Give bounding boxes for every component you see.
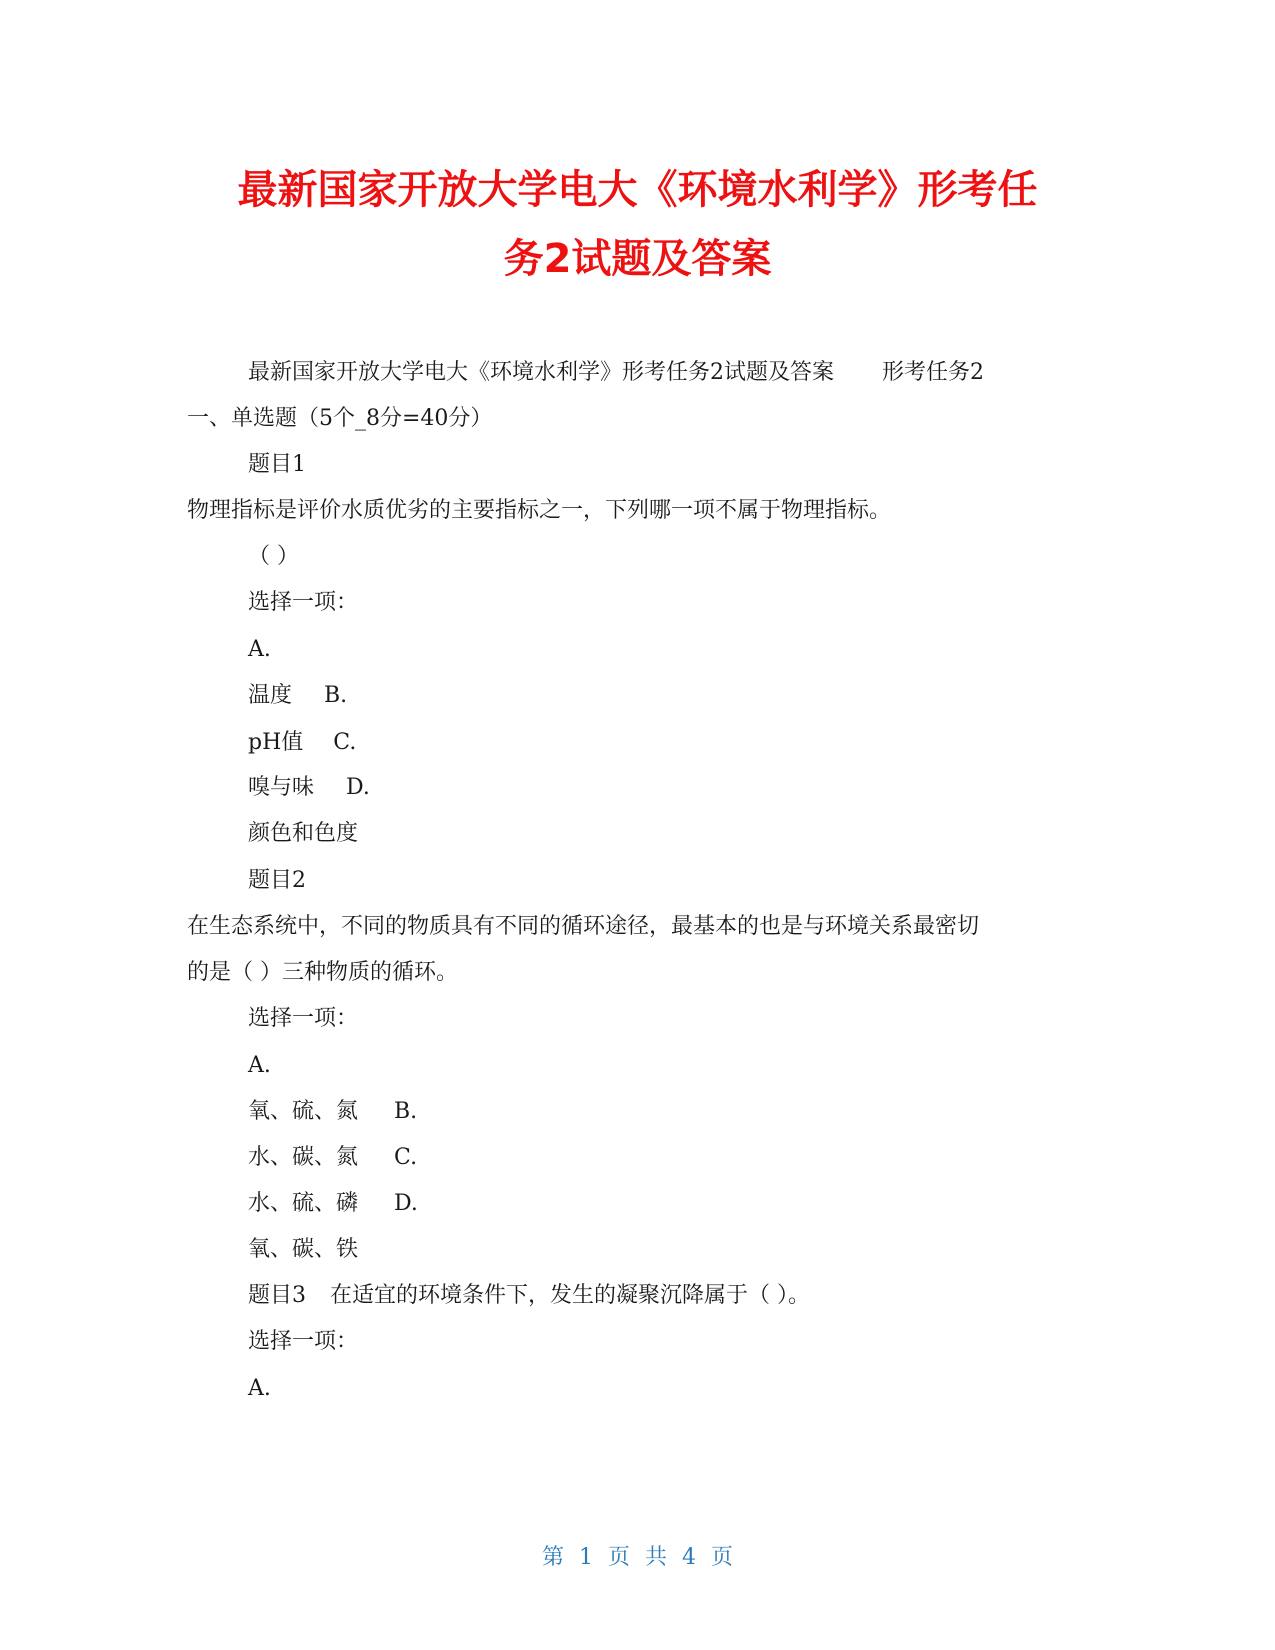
footer-ye-1: 页 bbox=[607, 1545, 630, 1570]
q1-label: 题目1 bbox=[248, 452, 306, 477]
q1-option-c-text: 嗅与味 bbox=[248, 775, 315, 800]
q2-stem-line-1: 在生态系统中，不同的物质具有不同的循环途径，最基本的也是与环境关系最密切 bbox=[187, 914, 980, 939]
q2-prompt: 选择一项： bbox=[248, 1006, 359, 1031]
intro-line bbox=[248, 358, 984, 388]
doc-title-line-2: 务2试题及答案 bbox=[503, 236, 772, 282]
page-footer bbox=[0, 1543, 1275, 1573]
q1-option-d-text: 颜色和色度 bbox=[248, 821, 359, 846]
q1-option-a-line bbox=[248, 681, 347, 711]
q1-option-c-marker: C. bbox=[333, 730, 357, 755]
intro-tail: 形考任务2 bbox=[882, 360, 984, 385]
q2-option-c-marker: C. bbox=[394, 1145, 418, 1170]
q1-option-a-marker: A. bbox=[248, 637, 271, 662]
q1-option-a-text: 温度 bbox=[248, 683, 293, 708]
q3-option-a-marker: A. bbox=[248, 1376, 271, 1401]
q1-prompt: 选择一项： bbox=[248, 590, 359, 615]
q1-option-d-marker: D. bbox=[346, 775, 370, 800]
q2-option-d-marker: D. bbox=[394, 1191, 418, 1216]
q1-option-b-text: pH值 bbox=[248, 730, 304, 755]
footer-page-number: 1 bbox=[578, 1545, 593, 1570]
q2-option-b-marker: B. bbox=[394, 1099, 418, 1124]
q1-stem: 物理指标是评价水质优劣的主要指标之一，下列哪一项不属于物理指标。 bbox=[187, 498, 892, 523]
q2-option-d-text: 氧、碳、铁 bbox=[248, 1237, 359, 1262]
q3-label: 题目3 bbox=[248, 1283, 306, 1308]
q3-prompt: 选择一项： bbox=[248, 1329, 359, 1354]
q2-option-b-text: 水、碳、氮 bbox=[248, 1145, 359, 1170]
q2-option-a-line bbox=[248, 1097, 417, 1127]
footer-di: 第 bbox=[541, 1545, 564, 1570]
q1-option-c-line bbox=[248, 773, 370, 803]
q1-blank: （ ） bbox=[248, 544, 299, 569]
q1-option-b-marker: B. bbox=[324, 683, 348, 708]
q2-option-b-line bbox=[248, 1143, 417, 1173]
q2-stem-line-2: 的是（ ）三种物质的循环。 bbox=[187, 960, 458, 985]
footer-total-pages: 4 bbox=[682, 1545, 697, 1570]
footer-ye-2: 页 bbox=[711, 1545, 734, 1570]
intro-text: 最新国家开放大学电大《环境水利学》形考任务2试题及答案 bbox=[248, 360, 834, 385]
q2-option-a-text: 氧、硫、氮 bbox=[248, 1099, 359, 1124]
section-heading: 一、单选题（5个_8分=40分） bbox=[187, 406, 493, 431]
q3-line bbox=[248, 1281, 810, 1311]
q1-option-b-line bbox=[248, 728, 356, 758]
doc-title-line-1: 最新国家开放大学电大《环境水利学》形考任 bbox=[237, 167, 1038, 213]
q3-stem: 在适宜的环境条件下，发生的凝聚沉降属于（ ）。 bbox=[330, 1283, 810, 1308]
q2-option-c-line bbox=[248, 1189, 418, 1219]
q2-label: 题目2 bbox=[248, 868, 306, 893]
footer-gong: 共 bbox=[645, 1545, 668, 1570]
q2-option-a-marker: A. bbox=[248, 1053, 271, 1078]
q2-option-c-text: 水、硫、磷 bbox=[248, 1191, 359, 1216]
